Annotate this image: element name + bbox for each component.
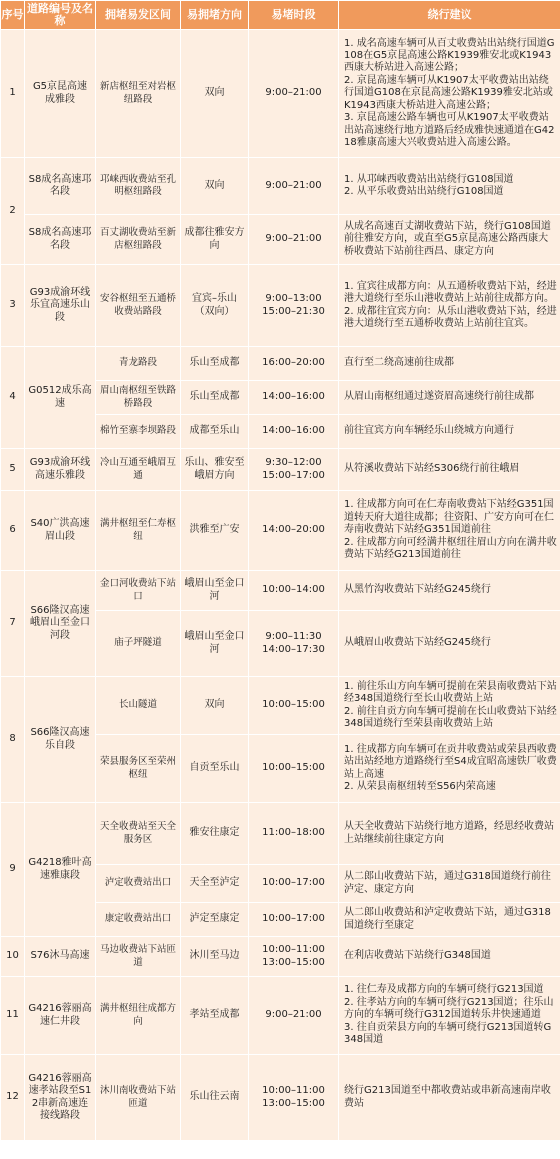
congestion-section: 满井枢纽至仁寿枢纽 [96, 491, 181, 571]
row-seq: 6 [1, 491, 25, 571]
table-row [1, 215, 560, 265]
congestion-section: 庙子坪隧道 [96, 611, 181, 677]
congestion-direction: 乐山、雅安至峨眉方向 [181, 449, 249, 491]
row-seq: 10 [1, 937, 25, 977]
table-row [1, 158, 560, 215]
congestion-direction: 沐川至马边 [181, 937, 249, 977]
congestion-time: 9:00–21:00 [249, 30, 339, 158]
congestion-section: 青龙路段 [96, 347, 181, 381]
table-body [1, 30, 560, 1141]
table-row [1, 803, 560, 865]
row-seq: 11 [1, 977, 25, 1055]
congestion-direction: 孝站至成都 [181, 977, 249, 1055]
detour-advice: 1. 宜宾往成都方向：从五通桥收费站下站，经进港大道绕行至乐山港收费站上站前往成都方向。 2. 成都往宜宾方向：从乐山港收费站下站，经进港大道绕行至五通桥收费站上站前往宜宾。 [339, 265, 560, 347]
table-row [1, 977, 560, 1055]
road-name: S66隆汉高速乐自段 [25, 677, 96, 803]
road-name: S8成名高速邛名段 [25, 215, 96, 265]
detour-advice: 在利店收费站下站绕行G348国道 [339, 937, 560, 977]
detour-advice: 绕行G213国道至中都收费站或串新高速南岸收费站 [339, 1055, 560, 1141]
row-seq: 5 [1, 449, 25, 491]
detour-advice: 前往宜宾方向车辆经乐山绕城方向通行 [339, 415, 560, 449]
detour-advice: 从成名高速百丈湖收费站下站，绕行G108国道前往雅安方向，或直至G5京昆高速公路西康大桥收费站下站前往西昌、康定方向 [339, 215, 560, 265]
road-name: G0512成乐高速 [25, 347, 96, 449]
header-time: 易堵时段 [249, 1, 339, 30]
congestion-time: 9:00–21:00 [249, 977, 339, 1055]
row-seq: 2 [1, 158, 25, 265]
congestion-section: 沐川南收费站下站匝道 [96, 1055, 181, 1141]
congestion-time: 9:00–21:00 [249, 158, 339, 215]
congestion-direction: 洪雅至广安 [181, 491, 249, 571]
road-name: G4218雅叶高速雅康段 [25, 803, 96, 937]
congestion-time: 10:00–17:00 [249, 865, 339, 903]
table-row [1, 265, 560, 347]
detour-advice: 从二郎山收费站下站，通过G318国道绕行前往泸定、康定方向 [339, 865, 560, 903]
congestion-time: 14:00–16:00 [249, 381, 339, 415]
congestion-direction: 双向 [181, 30, 249, 158]
header-direction: 易拥堵方向 [181, 1, 249, 30]
row-seq: 4 [1, 347, 25, 449]
congestion-time: 10:00–14:00 [249, 571, 339, 611]
road-name: G93成渝环线高速乐雅段 [25, 449, 96, 491]
row-seq: 7 [1, 571, 25, 677]
header-section: 拥堵易发区间 [96, 1, 181, 30]
congestion-direction: 乐山至成都 [181, 347, 249, 381]
row-seq: 9 [1, 803, 25, 937]
congestion-time: 11:00–18:00 [249, 803, 339, 865]
table-row [1, 491, 560, 571]
congestion-section: 马边收费站下站匝道 [96, 937, 181, 977]
congestion-time: 10:00–11:00 13:00–15:00 [249, 1055, 339, 1141]
congestion-time: 10:00–15:00 [249, 735, 339, 803]
congestion-direction: 双向 [181, 158, 249, 215]
table-header-row [1, 1, 560, 30]
congestion-time: 14:00–16:00 [249, 415, 339, 449]
detour-advice: 从天全收费站下站绕行地方道路，经思经收费站上站继续前往康定方向 [339, 803, 560, 865]
congestion-direction: 天全至泸定 [181, 865, 249, 903]
table-row [1, 449, 560, 491]
road-name: S40广洪高速眉山段 [25, 491, 96, 571]
congestion-section: 眉山南枢纽至铁路桥路段 [96, 381, 181, 415]
detour-advice: 1. 往仁寿及成都方向的车辆可绕行G213国道 2. 往孝站方向的车辆可绕行G213国道；往乐山方向的车辆可绕行G312国道转乐井快速通道 3. 往自贡荣县方向的车辆可绕行G213国道转G348国道 [339, 977, 560, 1055]
road-name: S66隆汉高速峨眉山至金口河段 [25, 571, 96, 677]
congestion-time: 9:30–12:00 15:00–17:00 [249, 449, 339, 491]
detour-advice: 从眉山南枢纽通过遂资眉高速绕行前往成都 [339, 381, 560, 415]
detour-advice: 1. 往成都方向车辆可在贡井收费站或荣县西收费站出站经地方道路绕行至S4成宜昭高速铁厂收费站上高速 2. 从荣县南枢纽转至S56内荣高速 [339, 735, 560, 803]
table-row [1, 937, 560, 977]
detour-advice: 直行至二绕高速前往成都 [339, 347, 560, 381]
congestion-section: 长山隧道 [96, 677, 181, 735]
congestion-direction: 雅安往康定 [181, 803, 249, 865]
road-name: S76沐马高速 [25, 937, 96, 977]
congestion-section: 金口河收费站下站口 [96, 571, 181, 611]
congestion-section: 棉竹至寨李坝路段 [96, 415, 181, 449]
congestion-direction: 泸定至康定 [181, 903, 249, 937]
detour-advice: 1. 往成都方向可在仁寿南收费站下站经G351国道转天府大道往成都；往资阳、广安方向可在仁寿南收费站下站经G351国道前往 2. 往成都方向可经满井枢纽往眉山方向在满井收费站下站经G213国道前往 [339, 491, 560, 571]
detour-advice: 从二郎山收费站和泸定收费站下站，通过G318国道绕行至康定 [339, 903, 560, 937]
table-row [1, 347, 560, 381]
congestion-time: 9:00–21:00 [249, 215, 339, 265]
congestion-time: 9:00–11:30 14:00–17:30 [249, 611, 339, 677]
table-row [1, 30, 560, 158]
detour-advice: 1. 从邛崃西收费站出站绕行G108国道 2. 从平乐收费站出站绕行G108国道 [339, 158, 560, 215]
header-seq: 序号 [1, 1, 25, 30]
congestion-time: 14:00–20:00 [249, 491, 339, 571]
header-road: 道路编号及名称 [25, 1, 96, 30]
congestion-section: 泸定收费站出口 [96, 865, 181, 903]
detour-advice: 从符溪收费站下站经S306绕行前往峨眉 [339, 449, 560, 491]
congestion-direction: 峨眉山至金口河 [181, 611, 249, 677]
header-advice: 绕行建议 [339, 1, 560, 30]
congestion-direction: 乐山至成都 [181, 381, 249, 415]
detour-advice: 从峨眉山收费站下站经G245绕行 [339, 611, 560, 677]
row-seq: 8 [1, 677, 25, 803]
congestion-section: 邛崃西收费站至孔明枢纽路段 [96, 158, 181, 215]
congestion-section: 康定收费站出口 [96, 903, 181, 937]
congestion-direction: 成都至乐山 [181, 415, 249, 449]
congestion-time: 16:00–20:00 [249, 347, 339, 381]
congestion-section: 天全收费站至天全服务区 [96, 803, 181, 865]
detour-advice: 1. 前往乐山方向车辆可提前在荣县南收费站下站经348国道绕行至长山收费站上站 2. 前往自贡方向车辆可提前在长山收费站下站经348国道绕行至荣县南收费站上站 [339, 677, 560, 735]
congestion-section: 安谷枢纽至五通桥收费站路段 [96, 265, 181, 347]
congestion-section: 冷山互通至峨眉互通 [96, 449, 181, 491]
road-name: G93成渝环线乐宜高速乐山段 [25, 265, 96, 347]
congestion-direction: 成都往雅安方向 [181, 215, 249, 265]
congestion-direction: 双向 [181, 677, 249, 735]
congestion-time: 10:00–17:00 [249, 903, 339, 937]
table-row [1, 571, 560, 611]
road-name: S8成名高速邛名段 [25, 158, 96, 215]
congestion-section: 百丈湖收费站至新店枢纽路段 [96, 215, 181, 265]
detour-advice: 1. 成名高速车辆可从百丈收费站出站绕行国道G108在G5京昆高速公路K1939雅安北或K1943西康大桥站进入高速公路； 2. 京昆高速车辆可从K1907太平收费站出站绕行国道G108在京昆高速公路K1939雅安北站或K1943西康大桥站进入高速公路； 3. 京昆高速公路车辆也可从K1907太平收费站出站高速绕行地方道路后经成雅快速通道在G4218雅康高速大兴收费站进入高速公路。 [339, 30, 560, 158]
road-name: G4216蓉丽高速仁井段 [25, 977, 96, 1055]
congestion-time: 9:00–13:00 15:00–21:30 [249, 265, 339, 347]
congestion-section: 新店枢纽至对岩枢纽路段 [96, 30, 181, 158]
detour-advice: 从黑竹沟收费站下站经G245绕行 [339, 571, 560, 611]
congestion-direction: 宜宾–乐山（双向） [181, 265, 249, 347]
congestion-direction: 自贡至乐山 [181, 735, 249, 803]
congestion-section: 满井枢纽往成都方向 [96, 977, 181, 1055]
row-seq: 3 [1, 265, 25, 347]
row-seq: 1 [1, 30, 25, 158]
row-seq: 12 [1, 1055, 25, 1141]
congestion-section: 荣县服务区至荣州枢纽 [96, 735, 181, 803]
road-name: G5京昆高速成雅段 [25, 30, 96, 158]
congestion-direction: 乐山往云南 [181, 1055, 249, 1141]
congestion-time: 10:00–11:00 13:00–15:00 [249, 937, 339, 977]
table-row [1, 1055, 560, 1141]
congestion-time: 10:00–15:00 [249, 677, 339, 735]
road-name: G4216蓉丽高速孝站段至S12串新高速连接线路段 [25, 1055, 96, 1141]
table-row [1, 677, 560, 735]
congestion-direction: 峨眉山至金口河 [181, 571, 249, 611]
